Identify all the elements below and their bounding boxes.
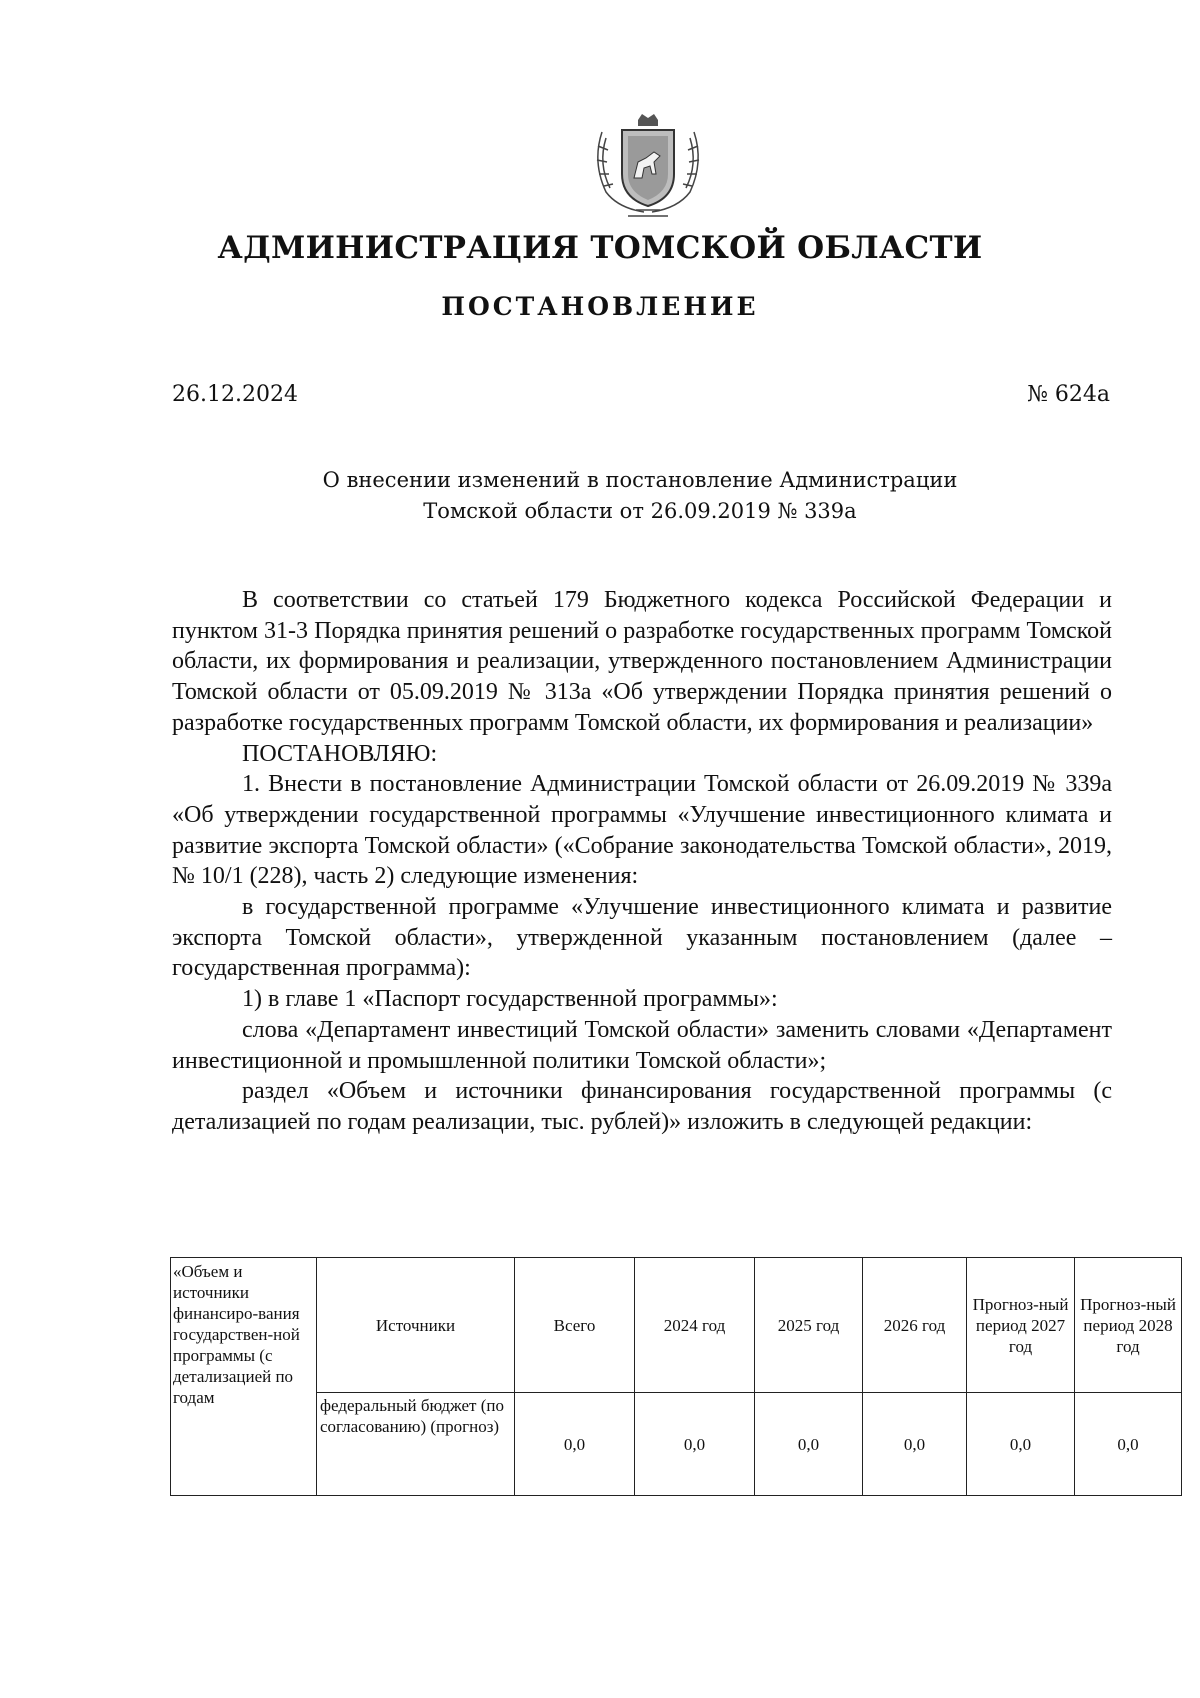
paragraph-resolve: ПОСТАНОВЛЯЮ:	[242, 740, 438, 767]
table-row	[171, 1393, 1182, 1496]
document-body	[172, 585, 1112, 1138]
subject-line-2: Томской области от 26.09.2019 № 339а	[423, 499, 857, 523]
table-header: Всего	[515, 1258, 635, 1393]
table-cell: 0,0	[967, 1393, 1075, 1496]
paragraph-item-1: 1. Внести в постановление Администрации Томской области от 26.09.2019 № 339а «Об утверждении государственной программы «Улучшение инвестиционного климата и развитие экспорта Томской области» («Собрание законодательства Томской области», 2019, № 10/1 (228), часть 2) следующие изменения:	[172, 771, 1112, 890]
document-date: 26.12.2024	[172, 382, 298, 407]
financing-table	[170, 1257, 1182, 1496]
subject-line-1: О внесении изменений в постановление Администрации	[322, 468, 958, 492]
table-header: Прогноз-ный период 2027 год	[967, 1258, 1075, 1393]
org-title: АДМИНИСТРАЦИЯ ТОМСКОЙ ОБЛАСТИ	[217, 230, 983, 266]
paragraph-section-edit: раздел «Объем и источники финансирования государственной программы (с детализацией по годам реализации, тыс. рублей)» изложить в следующей редакции:	[172, 1078, 1112, 1135]
table-cell: 0,0	[863, 1393, 967, 1496]
table-left-label: «Объем и источники финансиро-вания государствен-ной программы (с детализацией по годам	[171, 1258, 317, 1496]
paragraph-chapter-1: 1) в главе 1 «Паспорт государственной программы»:	[242, 986, 778, 1013]
table-cell: 0,0	[635, 1393, 755, 1496]
table-cell: 0,0	[515, 1393, 635, 1496]
paragraph-replace-words: слова «Департамент инвестиций Томской области» заменить словами «Департамент инвестиционной и промышленной политики Томской области»;	[172, 1016, 1112, 1074]
table-header-row	[171, 1258, 1182, 1393]
coat-of-arms-icon	[588, 112, 708, 220]
table-cell: 0,0	[1075, 1393, 1182, 1496]
paragraph-preamble: В соответствии со статьей 179 Бюджетного кодекса Российской Федерации и пунктом 31-3 Порядка принятия решений о разработке государственных программ Томской области, их формирования и реализации, утвержденного постановлением Администрации Томской области от 05.09.2019 № 313а «Об утверждении Порядка принятия решений о разработке государственных программ Томской области, их формирования и реализации»	[172, 587, 1112, 736]
table-cell: 0,0	[755, 1393, 863, 1496]
paragraph-program: в государственной программе «Улучшение инвестиционного климата и развитие экспорта Томской области», утвержденной указанным постановлением (далее – государственная программа):	[172, 894, 1112, 982]
table-header: 2025 год	[755, 1258, 863, 1393]
document-type: ПОСТАНОВЛЕНИЕ	[441, 292, 759, 321]
table-header: 2024 год	[635, 1258, 755, 1393]
document-number: № 624а	[1027, 382, 1110, 407]
table-header: Источники	[317, 1258, 515, 1393]
document-subject	[200, 465, 1080, 527]
table-cell-source: федеральный бюджет (по согласованию) (прогноз)	[317, 1393, 515, 1496]
table-header: Прогноз-ный период 2028 год	[1075, 1258, 1182, 1393]
table-header: 2026 год	[863, 1258, 967, 1393]
